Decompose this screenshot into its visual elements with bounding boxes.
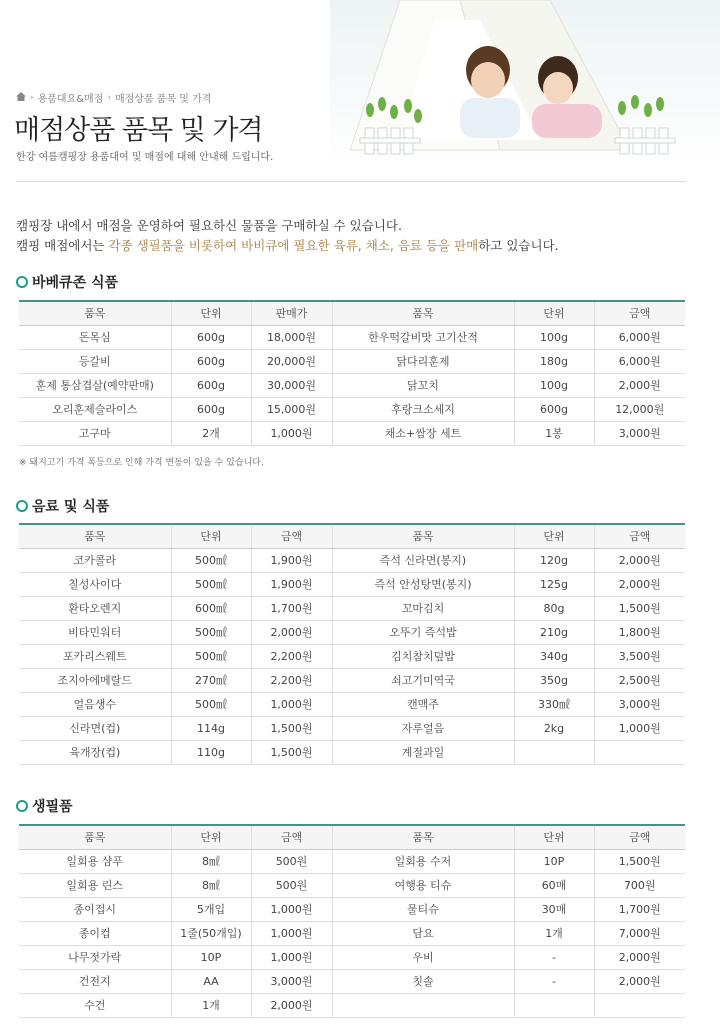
- table-cell: 신라면(컵): [19, 716, 171, 740]
- table-cell: 2,500원: [594, 668, 685, 692]
- circle-icon: [16, 500, 28, 512]
- price-note: ※ 돼지고기 가격 폭등으로 인해 가격 변동이 있을 수 있습니다.: [19, 458, 264, 468]
- table-cell: 나무젓가락: [19, 945, 171, 969]
- page-title: 매점상품 품목 및 가격: [14, 115, 263, 146]
- table-cell: 채소+쌈장 세트: [332, 421, 514, 445]
- table-cell: 500원: [251, 849, 332, 873]
- table-cell: 1,500원: [594, 596, 685, 620]
- table-cell: 1봉: [514, 421, 594, 445]
- table-cell: 600g: [514, 397, 594, 421]
- table-row: [19, 421, 685, 445]
- table-cell: 1,000원: [251, 921, 332, 945]
- table-cell: 1개: [514, 921, 594, 945]
- table-cell: 1,900원: [251, 572, 332, 596]
- table-cell: 비타민워터: [19, 620, 171, 644]
- table-row: [19, 349, 685, 373]
- table-row: [19, 373, 685, 397]
- table-cell: 1,000원: [251, 945, 332, 969]
- table-cell: 180g: [514, 349, 594, 373]
- table-cell: 1,500원: [594, 849, 685, 873]
- table-cell: 담요: [332, 921, 514, 945]
- table-cell: 500㎖: [171, 572, 251, 596]
- table-cell: 한우떡갈비맛 고기산적: [332, 325, 514, 349]
- table-row: [19, 668, 685, 692]
- table-header-row: [19, 301, 685, 325]
- table-row: [19, 969, 685, 993]
- table-cell: 2,000원: [251, 620, 332, 644]
- column-header: 금액: [251, 524, 332, 548]
- table-row: [19, 873, 685, 897]
- table-cell: 1줄(50개입): [171, 921, 251, 945]
- table-cell: 물티슈: [332, 897, 514, 921]
- breadcrumb-item[interactable]: 매점상품 품목 및 가격: [114, 94, 212, 105]
- table-cell: 환타오렌지: [19, 596, 171, 620]
- table-cell: 1,000원: [251, 692, 332, 716]
- bbq-price-table: [19, 300, 685, 446]
- table-cell: 조지아에메랄드: [19, 668, 171, 692]
- column-header: 품목: [332, 524, 514, 548]
- table-row: [19, 620, 685, 644]
- table-cell: 육개장(컵): [19, 740, 171, 764]
- table-cell: 1,900원: [251, 548, 332, 572]
- table-row: [19, 596, 685, 620]
- table-row: [19, 945, 685, 969]
- table-cell: 100g: [514, 373, 594, 397]
- divider: [16, 181, 686, 182]
- table-cell: 2,200원: [251, 668, 332, 692]
- table-cell: 일회용 샴푸: [19, 849, 171, 873]
- table-cell: 즉석 안성탕면(봉지): [332, 572, 514, 596]
- table-cell: 1,500원: [251, 740, 332, 764]
- table-cell: 600g: [171, 325, 251, 349]
- column-header: 단위: [171, 524, 251, 548]
- table-cell: 500㎖: [171, 548, 251, 572]
- circle-icon: [16, 800, 28, 812]
- table-cell: 18,000원: [251, 325, 332, 349]
- table-cell: 125g: [514, 572, 594, 596]
- essentials-price-table: [19, 824, 685, 1018]
- column-header: 금액: [594, 825, 685, 849]
- table-cell: -: [514, 945, 594, 969]
- table-cell: 김치참치덮밥: [332, 644, 514, 668]
- table-cell: 닭다리훈제: [332, 349, 514, 373]
- column-header: 금액: [594, 301, 685, 325]
- column-header: 단위: [514, 524, 594, 548]
- table-cell: 6,000원: [594, 325, 685, 349]
- table-cell: 2,000원: [251, 993, 332, 1017]
- table-cell: 3,000원: [594, 421, 685, 445]
- table-cell: 2,000원: [594, 373, 685, 397]
- intro-line-1: 캠핑장 내에서 매점을 운영하여 필요하신 물품을 구매하실 수 있습니다.: [16, 218, 402, 233]
- kids-tent-illustration: [330, 0, 720, 165]
- table-cell: 수건: [19, 993, 171, 1017]
- table-cell: 500원: [251, 873, 332, 897]
- table-cell: 3,500원: [594, 644, 685, 668]
- table-cell: 1,000원: [594, 716, 685, 740]
- table-row: [19, 897, 685, 921]
- table-cell: AA: [171, 969, 251, 993]
- table-cell: 6,000원: [594, 349, 685, 373]
- table-cell: 오뚜기 즉석밥: [332, 620, 514, 644]
- table-cell: 8㎖: [171, 873, 251, 897]
- table-cell: 5개입: [171, 897, 251, 921]
- table-row: [19, 740, 685, 764]
- section-title-essentials: 생필품: [16, 796, 73, 816]
- table-cell: -: [514, 969, 594, 993]
- column-header: 단위: [514, 825, 594, 849]
- table-cell: 고구마: [19, 421, 171, 445]
- table-cell: 1개: [171, 993, 251, 1017]
- table-cell: 330㎖: [514, 692, 594, 716]
- home-icon[interactable]: [16, 92, 26, 104]
- table-cell: 10P: [171, 945, 251, 969]
- table-cell: 1,500원: [251, 716, 332, 740]
- table-cell: [332, 993, 514, 1017]
- breadcrumb: [16, 90, 211, 105]
- table-cell: 80g: [514, 596, 594, 620]
- table-row: [19, 993, 685, 1017]
- table-cell: [514, 993, 594, 1017]
- table-cell: 코카콜라: [19, 548, 171, 572]
- table-row: [19, 548, 685, 572]
- table-cell: 돈목심: [19, 325, 171, 349]
- table-cell: 600㎖: [171, 596, 251, 620]
- table-cell: [594, 740, 685, 764]
- table-cell: 2kg: [514, 716, 594, 740]
- banner-image: [330, 0, 720, 165]
- table-cell: 일회용 수저: [332, 849, 514, 873]
- chevron-right-icon: ›: [107, 92, 111, 103]
- table-cell: 2,000원: [594, 548, 685, 572]
- column-header: 품목: [332, 301, 514, 325]
- table-cell: 포카리스웨트: [19, 644, 171, 668]
- table-cell: 20,000원: [251, 349, 332, 373]
- table-cell: 1,000원: [251, 421, 332, 445]
- column-header: 단위: [171, 825, 251, 849]
- table-cell: 60매: [514, 873, 594, 897]
- table-cell: 오리훈제슬라이스: [19, 397, 171, 421]
- table-cell: 3,000원: [251, 969, 332, 993]
- table-cell: 8㎖: [171, 849, 251, 873]
- table-cell: 2,000원: [594, 572, 685, 596]
- circle-icon: [16, 276, 28, 288]
- table-cell: 600g: [171, 349, 251, 373]
- table-cell: 350g: [514, 668, 594, 692]
- table-cell: [594, 993, 685, 1017]
- page-subtitle: 한강 여름캠핑장 용품대여 및 매점에 대해 안내해 드립니다.: [16, 152, 274, 163]
- table-cell: 120g: [514, 548, 594, 572]
- table-cell: 100g: [514, 325, 594, 349]
- table-cell: 500㎖: [171, 620, 251, 644]
- table-cell: 3,000원: [594, 692, 685, 716]
- table-cell: 건전지: [19, 969, 171, 993]
- table-cell: 30매: [514, 897, 594, 921]
- table-cell: 700원: [594, 873, 685, 897]
- table-cell: 얼음생수: [19, 692, 171, 716]
- column-header: 판매가: [251, 301, 332, 325]
- table-cell: 훈제 통삼겹살(예약판매): [19, 373, 171, 397]
- column-header: 단위: [514, 301, 594, 325]
- section-title-drinks: 음료 및 식품: [16, 496, 109, 516]
- table-cell: 등갈비: [19, 349, 171, 373]
- table-cell: 일회용 린스: [19, 873, 171, 897]
- table-cell: 2개: [171, 421, 251, 445]
- table-cell: 110g: [171, 740, 251, 764]
- table-cell: 우비: [332, 945, 514, 969]
- intro-text: [16, 216, 559, 256]
- table-cell: 7,000원: [594, 921, 685, 945]
- table-header-row: [19, 825, 685, 849]
- intro-highlight: 각종 생필품을 비롯하여 바비큐에 필요한 육류, 채소, 음료 등을 판매: [108, 238, 479, 253]
- section-title-bbq: 바베큐존 식품: [16, 272, 118, 292]
- table-cell: 즉석 신라면(봉지): [332, 548, 514, 572]
- table-cell: 600g: [171, 397, 251, 421]
- table-cell: 칫솔: [332, 969, 514, 993]
- table-cell: 340g: [514, 644, 594, 668]
- header-banner: [0, 0, 720, 180]
- drinks-price-table: [19, 523, 685, 765]
- table-cell: 12,000원: [594, 397, 685, 421]
- table-cell: 칠성사이다: [19, 572, 171, 596]
- table-cell: 종이접시: [19, 897, 171, 921]
- table-cell: 600g: [171, 373, 251, 397]
- table-cell: 꼬마김치: [332, 596, 514, 620]
- table-cell: 30,000원: [251, 373, 332, 397]
- column-header: 품목: [19, 825, 171, 849]
- column-header: 금액: [594, 524, 685, 548]
- table-cell: 후랑크소세지: [332, 397, 514, 421]
- table-cell: 2,000원: [594, 969, 685, 993]
- table-cell: 500㎖: [171, 644, 251, 668]
- table-cell: 쇠고기미역국: [332, 668, 514, 692]
- intro-line-2: 캠핑 매점에서는 각종 생필품을 비롯하여 바비큐에 필요한 육류, 채소, 음료 등을 판매하고 있습니다.: [16, 238, 559, 253]
- table-row: [19, 692, 685, 716]
- table-row: [19, 644, 685, 668]
- table-cell: [514, 740, 594, 764]
- table-cell: 닭꼬치: [332, 373, 514, 397]
- table-cell: 캔맥주: [332, 692, 514, 716]
- table-cell: 10P: [514, 849, 594, 873]
- table-row: [19, 921, 685, 945]
- column-header: 품목: [332, 825, 514, 849]
- table-cell: 270㎖: [171, 668, 251, 692]
- table-cell: 114g: [171, 716, 251, 740]
- table-cell: 2,200원: [251, 644, 332, 668]
- table-cell: 1,700원: [594, 897, 685, 921]
- table-cell: 1,800원: [594, 620, 685, 644]
- table-row: [19, 397, 685, 421]
- table-cell: 종이컵: [19, 921, 171, 945]
- table-row: [19, 849, 685, 873]
- table-row: [19, 716, 685, 740]
- chevron-right-icon: ›: [30, 92, 34, 103]
- table-cell: 자루얼음: [332, 716, 514, 740]
- table-header-row: [19, 524, 685, 548]
- table-cell: 1,700원: [251, 596, 332, 620]
- table-cell: 계절과일: [332, 740, 514, 764]
- table-cell: 여행용 티슈: [332, 873, 514, 897]
- table-cell: 210g: [514, 620, 594, 644]
- column-header: 금액: [251, 825, 332, 849]
- column-header: 품목: [19, 301, 171, 325]
- table-cell: 2,000원: [594, 945, 685, 969]
- table-row: [19, 325, 685, 349]
- column-header: 단위: [171, 301, 251, 325]
- breadcrumb-item[interactable]: 용품대요&매점: [37, 94, 104, 105]
- column-header: 품목: [19, 524, 171, 548]
- table-cell: 15,000원: [251, 397, 332, 421]
- table-row: [19, 572, 685, 596]
- table-cell: 1,000원: [251, 897, 332, 921]
- table-cell: 500㎖: [171, 692, 251, 716]
